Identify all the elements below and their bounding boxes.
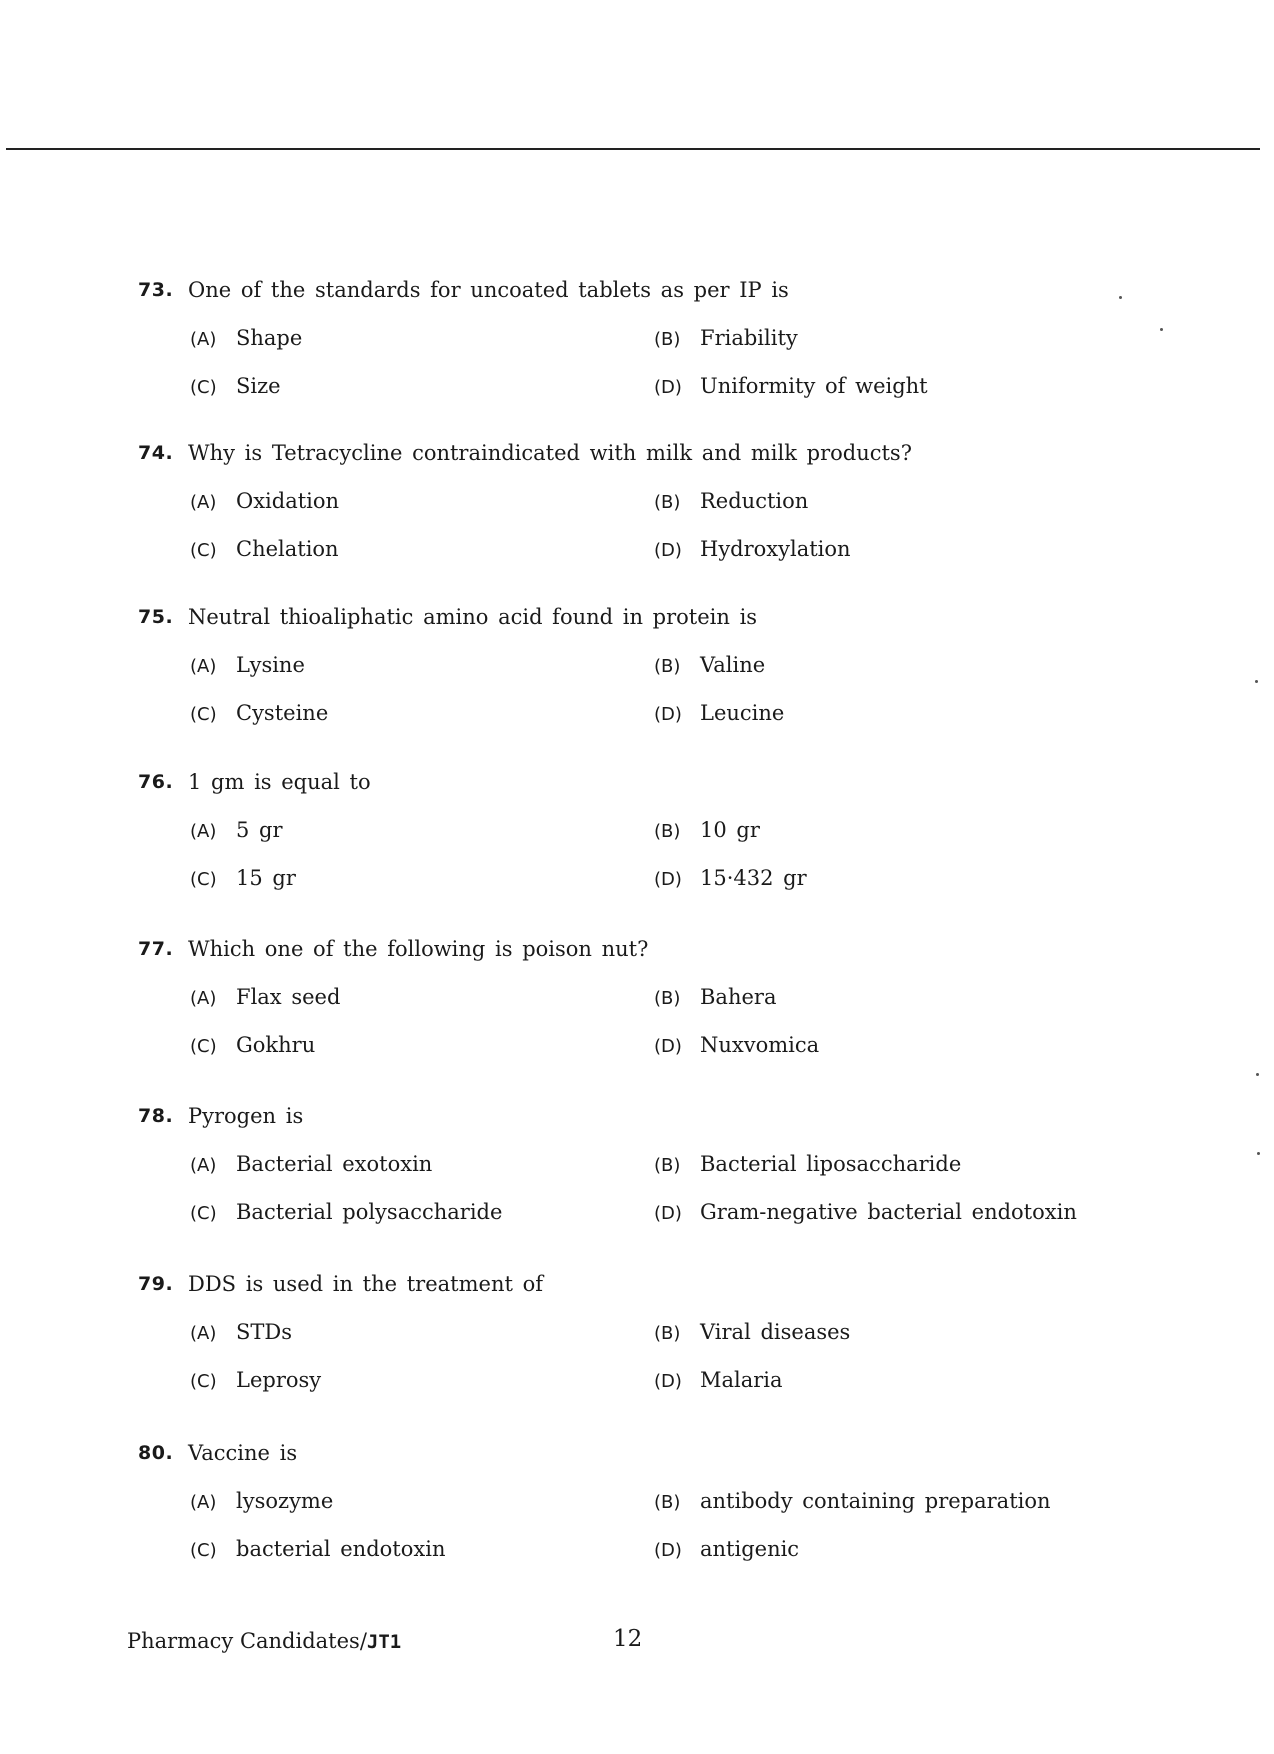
option-b: [654, 650, 765, 682]
option-a: [190, 1149, 432, 1181]
question-text: Why is Tetracycline contraindicated with milk and milk products?: [188, 441, 912, 465]
option-key: (C): [190, 1036, 217, 1057]
question-stem: [138, 767, 1138, 797]
option-row: [138, 650, 1138, 680]
option-key: (D): [654, 377, 682, 398]
option-text: Bahera: [700, 985, 777, 1009]
option-row: [138, 371, 1138, 401]
question-number: 76.: [138, 771, 174, 793]
option-c: [190, 371, 281, 403]
option-text: Flax seed: [236, 985, 341, 1009]
option-c: [190, 1030, 315, 1062]
option-row: [138, 815, 1138, 845]
option-text: Leucine: [700, 701, 785, 725]
option-text: 15·432 gr: [700, 866, 807, 890]
option-text: Friability: [700, 326, 798, 350]
option-d: [654, 1197, 1077, 1229]
option-c: [190, 1197, 502, 1229]
option-text: Viral diseases: [700, 1320, 851, 1344]
top-rule: [6, 148, 1260, 150]
option-row: [138, 1365, 1138, 1395]
option-d: [654, 1534, 799, 1566]
option-text: Chelation: [236, 537, 339, 561]
question-text: 1 gm is equal to: [188, 770, 371, 794]
question-text: DDS is used in the treatment of: [188, 1272, 543, 1296]
option-key: (C): [190, 540, 217, 561]
option-text: Uniformity of weight: [700, 374, 928, 398]
question-stem: [138, 602, 1138, 632]
option-d: [654, 1030, 819, 1062]
option-row: [138, 982, 1138, 1012]
option-b: [654, 982, 776, 1014]
option-row: [138, 1030, 1138, 1060]
option-b: [654, 1317, 850, 1349]
option-text: Bacterial liposaccharide: [700, 1152, 962, 1176]
option-key: (B): [654, 1155, 681, 1176]
option-b: [654, 815, 760, 847]
option-key: (B): [654, 492, 681, 513]
question-77: [138, 934, 1138, 1060]
option-text: antigenic: [700, 1537, 800, 1561]
question-number: 77.: [138, 938, 174, 960]
question-stem: [138, 934, 1138, 964]
scan-speck: [1256, 1073, 1259, 1076]
question-number: 80.: [138, 1442, 174, 1464]
option-key: (B): [654, 988, 681, 1009]
option-key: (C): [190, 1203, 217, 1224]
option-text: Gokhru: [236, 1033, 316, 1057]
question-stem: [138, 1269, 1138, 1299]
option-a: [190, 1486, 333, 1518]
option-key: (C): [190, 377, 217, 398]
question-78: [138, 1101, 1138, 1227]
option-key: (D): [654, 1540, 682, 1561]
option-text: Size: [236, 374, 281, 398]
option-d: [654, 1365, 783, 1397]
question-stem: [138, 1438, 1138, 1468]
option-b: [654, 1486, 1051, 1518]
question-number: 75.: [138, 606, 174, 628]
option-c: [190, 1365, 321, 1397]
option-text: Bacterial polysaccharide: [236, 1200, 503, 1224]
option-c: [190, 1534, 445, 1566]
option-row: [138, 323, 1138, 353]
scan-speck: [1119, 296, 1122, 299]
option-c: [190, 863, 296, 895]
option-row: [138, 698, 1138, 728]
option-key: (A): [190, 1155, 217, 1176]
option-a: [190, 486, 339, 518]
option-key: (B): [654, 821, 681, 842]
option-row: [138, 1197, 1138, 1227]
question-text: Pyrogen is: [188, 1104, 304, 1128]
option-key: (D): [654, 1203, 682, 1224]
option-key: (D): [654, 1036, 682, 1057]
option-row: [138, 1534, 1138, 1564]
option-key: (D): [654, 540, 682, 561]
question-text: Neutral thioaliphatic amino acid found in protein is: [188, 605, 758, 629]
question-number: 73.: [138, 279, 174, 301]
option-text: Bacterial exotoxin: [236, 1152, 433, 1176]
option-key: (D): [654, 704, 682, 725]
footer-code: JT1: [366, 1631, 402, 1653]
question-80: [138, 1438, 1138, 1564]
question-number: 79.: [138, 1273, 174, 1295]
option-key: (C): [190, 1371, 217, 1392]
question-number: 74.: [138, 442, 174, 464]
option-text: antibody containing preparation: [700, 1489, 1051, 1513]
option-text: STDs: [236, 1320, 293, 1344]
option-key: (D): [654, 869, 682, 890]
option-text: 10 gr: [700, 818, 760, 842]
option-key: (A): [190, 492, 217, 513]
option-key: (A): [190, 1492, 217, 1513]
option-key: (C): [190, 1540, 217, 1561]
option-row: [138, 1149, 1138, 1179]
question-73: [138, 275, 1138, 401]
option-text: Cysteine: [236, 701, 329, 725]
option-d: [654, 371, 928, 403]
question-stem: [138, 1101, 1138, 1131]
question-text: Which one of the following is poison nut?: [188, 937, 649, 961]
question-number: 78.: [138, 1105, 174, 1127]
scan-speck: [1255, 680, 1258, 683]
option-text: Gram-negative bacterial endotoxin: [700, 1200, 1077, 1224]
option-a: [190, 1317, 292, 1349]
question-text: Vaccine is: [188, 1441, 298, 1465]
option-key: (C): [190, 704, 217, 725]
option-key: (B): [654, 1323, 681, 1344]
option-c: [190, 698, 328, 730]
option-text: Leprosy: [236, 1368, 322, 1392]
option-key: (D): [654, 1371, 682, 1392]
option-row: [138, 863, 1138, 893]
option-a: [190, 815, 283, 847]
option-a: [190, 982, 340, 1014]
question-stem: [138, 438, 1138, 468]
option-text: lysozyme: [236, 1489, 334, 1513]
footer-label-text: Pharmacy Candidates/: [127, 1629, 367, 1653]
option-row: [138, 1486, 1138, 1516]
option-key: (B): [654, 1492, 681, 1513]
question-79: [138, 1269, 1138, 1395]
question-text: One of the standards for uncoated tablets as per IP is: [188, 278, 789, 302]
option-b: [654, 1149, 961, 1181]
question-74: [138, 438, 1138, 564]
option-b: [654, 486, 808, 518]
page-number: 12: [613, 1626, 643, 1652]
option-text: Lysine: [236, 653, 305, 677]
option-key: (A): [190, 821, 217, 842]
option-text: Oxidation: [236, 489, 340, 513]
option-text: 5 gr: [236, 818, 283, 842]
option-text: Valine: [700, 653, 766, 677]
question-75: [138, 602, 1138, 728]
option-row: [138, 486, 1138, 516]
option-a: [190, 650, 305, 682]
option-row: [138, 534, 1138, 564]
question-76: [138, 767, 1138, 893]
option-d: [654, 698, 784, 730]
option-a: [190, 323, 302, 355]
option-key: (A): [190, 1323, 217, 1344]
option-text: 15 gr: [236, 866, 296, 890]
option-text: Nuxvomica: [700, 1033, 820, 1057]
option-text: Shape: [236, 326, 303, 350]
footer-label: [127, 1626, 401, 1657]
option-key: (A): [190, 988, 217, 1009]
option-b: [654, 323, 798, 355]
scan-speck: [1160, 328, 1163, 331]
scan-speck: [1257, 1152, 1260, 1155]
option-text: Hydroxylation: [700, 537, 851, 561]
option-text: Malaria: [700, 1368, 783, 1392]
option-row: [138, 1317, 1138, 1347]
option-key: (B): [654, 329, 681, 350]
option-d: [654, 534, 851, 566]
option-key: (C): [190, 869, 217, 890]
question-stem: [138, 275, 1138, 305]
option-c: [190, 534, 339, 566]
option-key: (A): [190, 329, 217, 350]
option-text: Reduction: [700, 489, 809, 513]
option-key: (B): [654, 656, 681, 677]
option-text: bacterial endotoxin: [236, 1537, 446, 1561]
option-key: (A): [190, 656, 217, 677]
option-d: [654, 863, 807, 895]
